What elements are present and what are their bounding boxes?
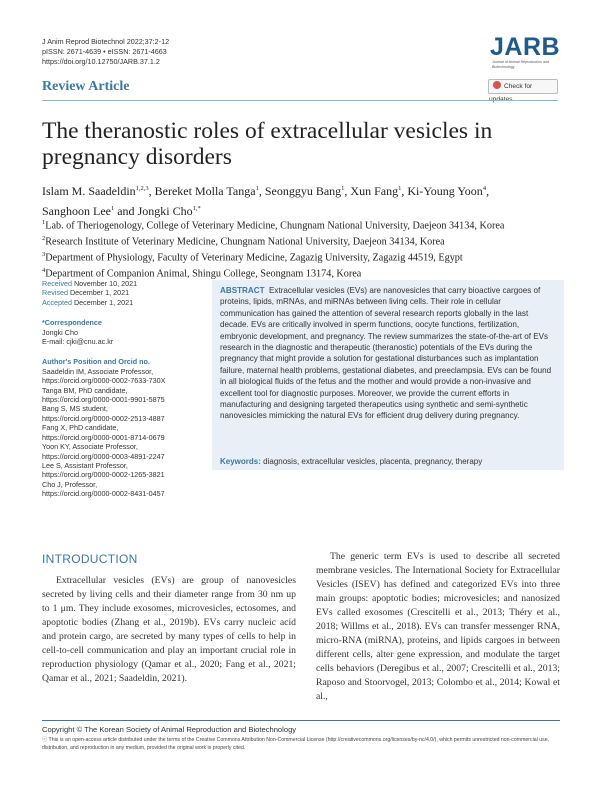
article-title: The theranostic roles of extracellular vesicles in pregnancy disorders bbox=[42, 118, 493, 170]
journal-logo bbox=[488, 35, 560, 70]
journal-doi[interactable]: https://doi.org/10.12750/JARB.37.1.2 bbox=[42, 57, 160, 66]
orcid-link[interactable]: https://orcid.org/0000-0001-9901-5875 bbox=[42, 395, 165, 405]
orcid-line: Cho J, Professor, bbox=[42, 479, 98, 489]
article-sidebar bbox=[42, 279, 202, 499]
journal-citation: J Anim Reprod Biotechnol 2022;37:2-12 bbox=[42, 37, 170, 46]
abstract-text: Extracellular vesicles (EVs) are nanovesicles that carry bioactive cargoes of proteins, lipids, mRNAs, and miRNAs between living cells. Their role in cellular communication has gained the attention of several research reports globally in the last decade. EVs are critically involved in sperm functions, oocyte functions, fertilization, embryonic development, and pregnancy. The review summarizes the state-of-the-art of EVs research in the diagnostic and therapeutic (theranostic) potentials of the EVs during the pregnancy that might provide a solution for gestational disturbances such as implantation failure, maternal health problems, gestational diabetes, and preeclampsia. EVs can be found in all biological fluids of the fetus and the mother and would provide a non-invasive and excellent tool for diagnostic purposes. Moreover, we provide the current efforts in manufacturing and designing targeted therapeutics using synthetic and semi-synthetic nanovesicles mimicking the natural EVs for efficient drug delivery during pregnancy. bbox=[220, 286, 552, 421]
orcid-link[interactable]: https://orcid.org/0000-0002-7633-730X bbox=[42, 376, 166, 386]
affiliation: $^1$Lab. of Theriogenology, College of Veterinary Medicine, Chungnam National University, Daejeon 34134, Korea bbox=[42, 219, 505, 232]
footer-divider bbox=[42, 720, 560, 721]
orcid-line: Bang S, MS student, bbox=[42, 404, 108, 414]
journal-meta bbox=[42, 37, 169, 67]
orcid-line: Fang X, PhD candidate, bbox=[42, 423, 119, 433]
keywords-text: diagnosis, extracellular vesicles, placenta, pregnancy, therapy bbox=[263, 457, 483, 466]
intro-paragraph-2: The generic term EVs is used to describe all secreted membrane vesicles. The International Society for Extracellular Vesicles (ISEV) has defined and categorized EVs into three main groups: apoptotic bodies; microvesicles; and nanosized EVs called exosomes (Crescitelli et al., 2013; Théry et al., 2018; Willms et al., 2018). EVs can transfer messenger RNA, micro-RNA (miRNA), proteins, and lipids cargoes in between different cells, alter gene expression, and modulate the target cells behaviors (Deregibus et al., 2007; Crescitelli et al., 2013; Raposo and Stoorvogel, 2013; Colombo et al., 2014; Kowal et al., bbox=[316, 551, 560, 702]
abstract-label: ABSTRACT bbox=[220, 286, 265, 295]
keywords-label: Keywords: bbox=[220, 457, 261, 466]
correspondence-email[interactable]: E-mail: cjki@cnu.ac.kr bbox=[42, 337, 114, 347]
keywords bbox=[220, 457, 564, 466]
orcid-link[interactable]: https://orcid.org/0000-0002-8431-0457 bbox=[42, 489, 165, 499]
orcid-link[interactable]: https://orcid.org/0000-0002-1265-3821 bbox=[42, 470, 165, 480]
author: Seonggyu Bang$^1$, bbox=[264, 184, 351, 198]
logo-subtitle: Journal of Animal Reproduction and Biotechnology bbox=[492, 60, 549, 69]
affiliation: $^2$Research Institute of Veterinary Medicine, Chungnam National University, Daejeon 34134, Korea bbox=[42, 234, 445, 248]
correspondence-label: *Correspondence bbox=[42, 318, 102, 328]
check-updates-icon bbox=[493, 81, 501, 89]
copyright: Copyright © The Korean Society of Animal Reproduction and Biotechnology bbox=[42, 725, 297, 734]
received-date: Received November 10, 2021 bbox=[42, 279, 138, 288]
article-type: Review Article bbox=[42, 79, 130, 94]
author: Ki-Young Yoon$^4$, bbox=[407, 184, 490, 198]
orcid-link[interactable]: https://orcid.org/0000-0001-8714-0679 bbox=[42, 432, 165, 442]
author: Sanghoon Lee$^1$ and bbox=[42, 204, 138, 218]
author: Xun Fang$^1$, bbox=[350, 184, 408, 198]
affiliation: $^3$Department of Physiology, Faculty of Veterinary Medicine, Zagazig University, Zagazig 44519, Egypt bbox=[42, 250, 463, 264]
introduction-heading: INTRODUCTION bbox=[42, 552, 138, 566]
abstract-box bbox=[212, 280, 564, 470]
correspondence-name: Jongki Cho bbox=[42, 327, 78, 337]
check-updates-label: Check for bbox=[504, 83, 533, 90]
orcid-line: Yoon KY, Associate Professor, bbox=[42, 442, 138, 452]
revised-date: Revised December 1, 2021 bbox=[42, 288, 130, 298]
intro-paragraph-1: Extracellular vesicles (EVs) are group of nanovesicles secreted by living cells and their diameter range from 30 nm up to 1 μm. They include exosomes, microvesicles, ectosomes, and apoptotic bodies (Zhang et al., 2019b). EVs carry nucleic acid and protein cargo, are secreted by many types of cells to help in cell-to-cell communication and play an important crucial role in reproduction physiology (Qamar et al., 2020; Fang et al., 2021; Qamar et al., 2021; Saadeldin, 2021). bbox=[42, 575, 296, 684]
author: Bereket Molla Tanga$^1$, bbox=[154, 184, 265, 198]
author-list bbox=[42, 180, 562, 220]
orcid-line: Tanga BM, PhD candidate, bbox=[42, 385, 128, 395]
logo-text: JARB bbox=[490, 33, 561, 61]
header-divider bbox=[42, 100, 558, 101]
orcid-list bbox=[42, 367, 202, 499]
author: Islam M. Saadeldin$^{1,2,3}$, bbox=[42, 184, 155, 198]
license-text: ⓒ This is an open-access article distributed under the terms of the Creative Commons Attribution Non-Commercial License (http://creativecommons.org/licenses/by-nc/4.0/), which permits unrestricted non-commercial use, distribution, and reproduction in any medium, provided the original work is properly cited. bbox=[42, 737, 550, 751]
orcid-line: Lee S, Assistant Professor, bbox=[42, 460, 128, 470]
orcid-link[interactable]: https://orcid.org/0000-0003-4891-2247 bbox=[42, 451, 165, 461]
affiliation: $^4$Department of Companion Animal, Shingu College, Seongnam 13174, Korea bbox=[42, 266, 362, 280]
affiliations bbox=[42, 217, 562, 281]
cc-icon: ⓒ bbox=[42, 737, 49, 743]
author: Jongki Cho$^{1,*}$ bbox=[137, 204, 201, 218]
orcid-heading: Author's Position and Orcid no. bbox=[42, 357, 150, 367]
check-updates-button[interactable] bbox=[488, 79, 558, 94]
orcid-line: Saadeldin IM, Associate Professor, bbox=[42, 366, 154, 376]
accepted-date: Accepted December 1, 2021 bbox=[42, 297, 134, 307]
orcid-link[interactable]: https://orcid.org/0000-0002-2513-4887 bbox=[42, 413, 165, 423]
journal-issn: pISSN: 2671-4639 • eISSN: 2671-4663 bbox=[42, 47, 167, 56]
